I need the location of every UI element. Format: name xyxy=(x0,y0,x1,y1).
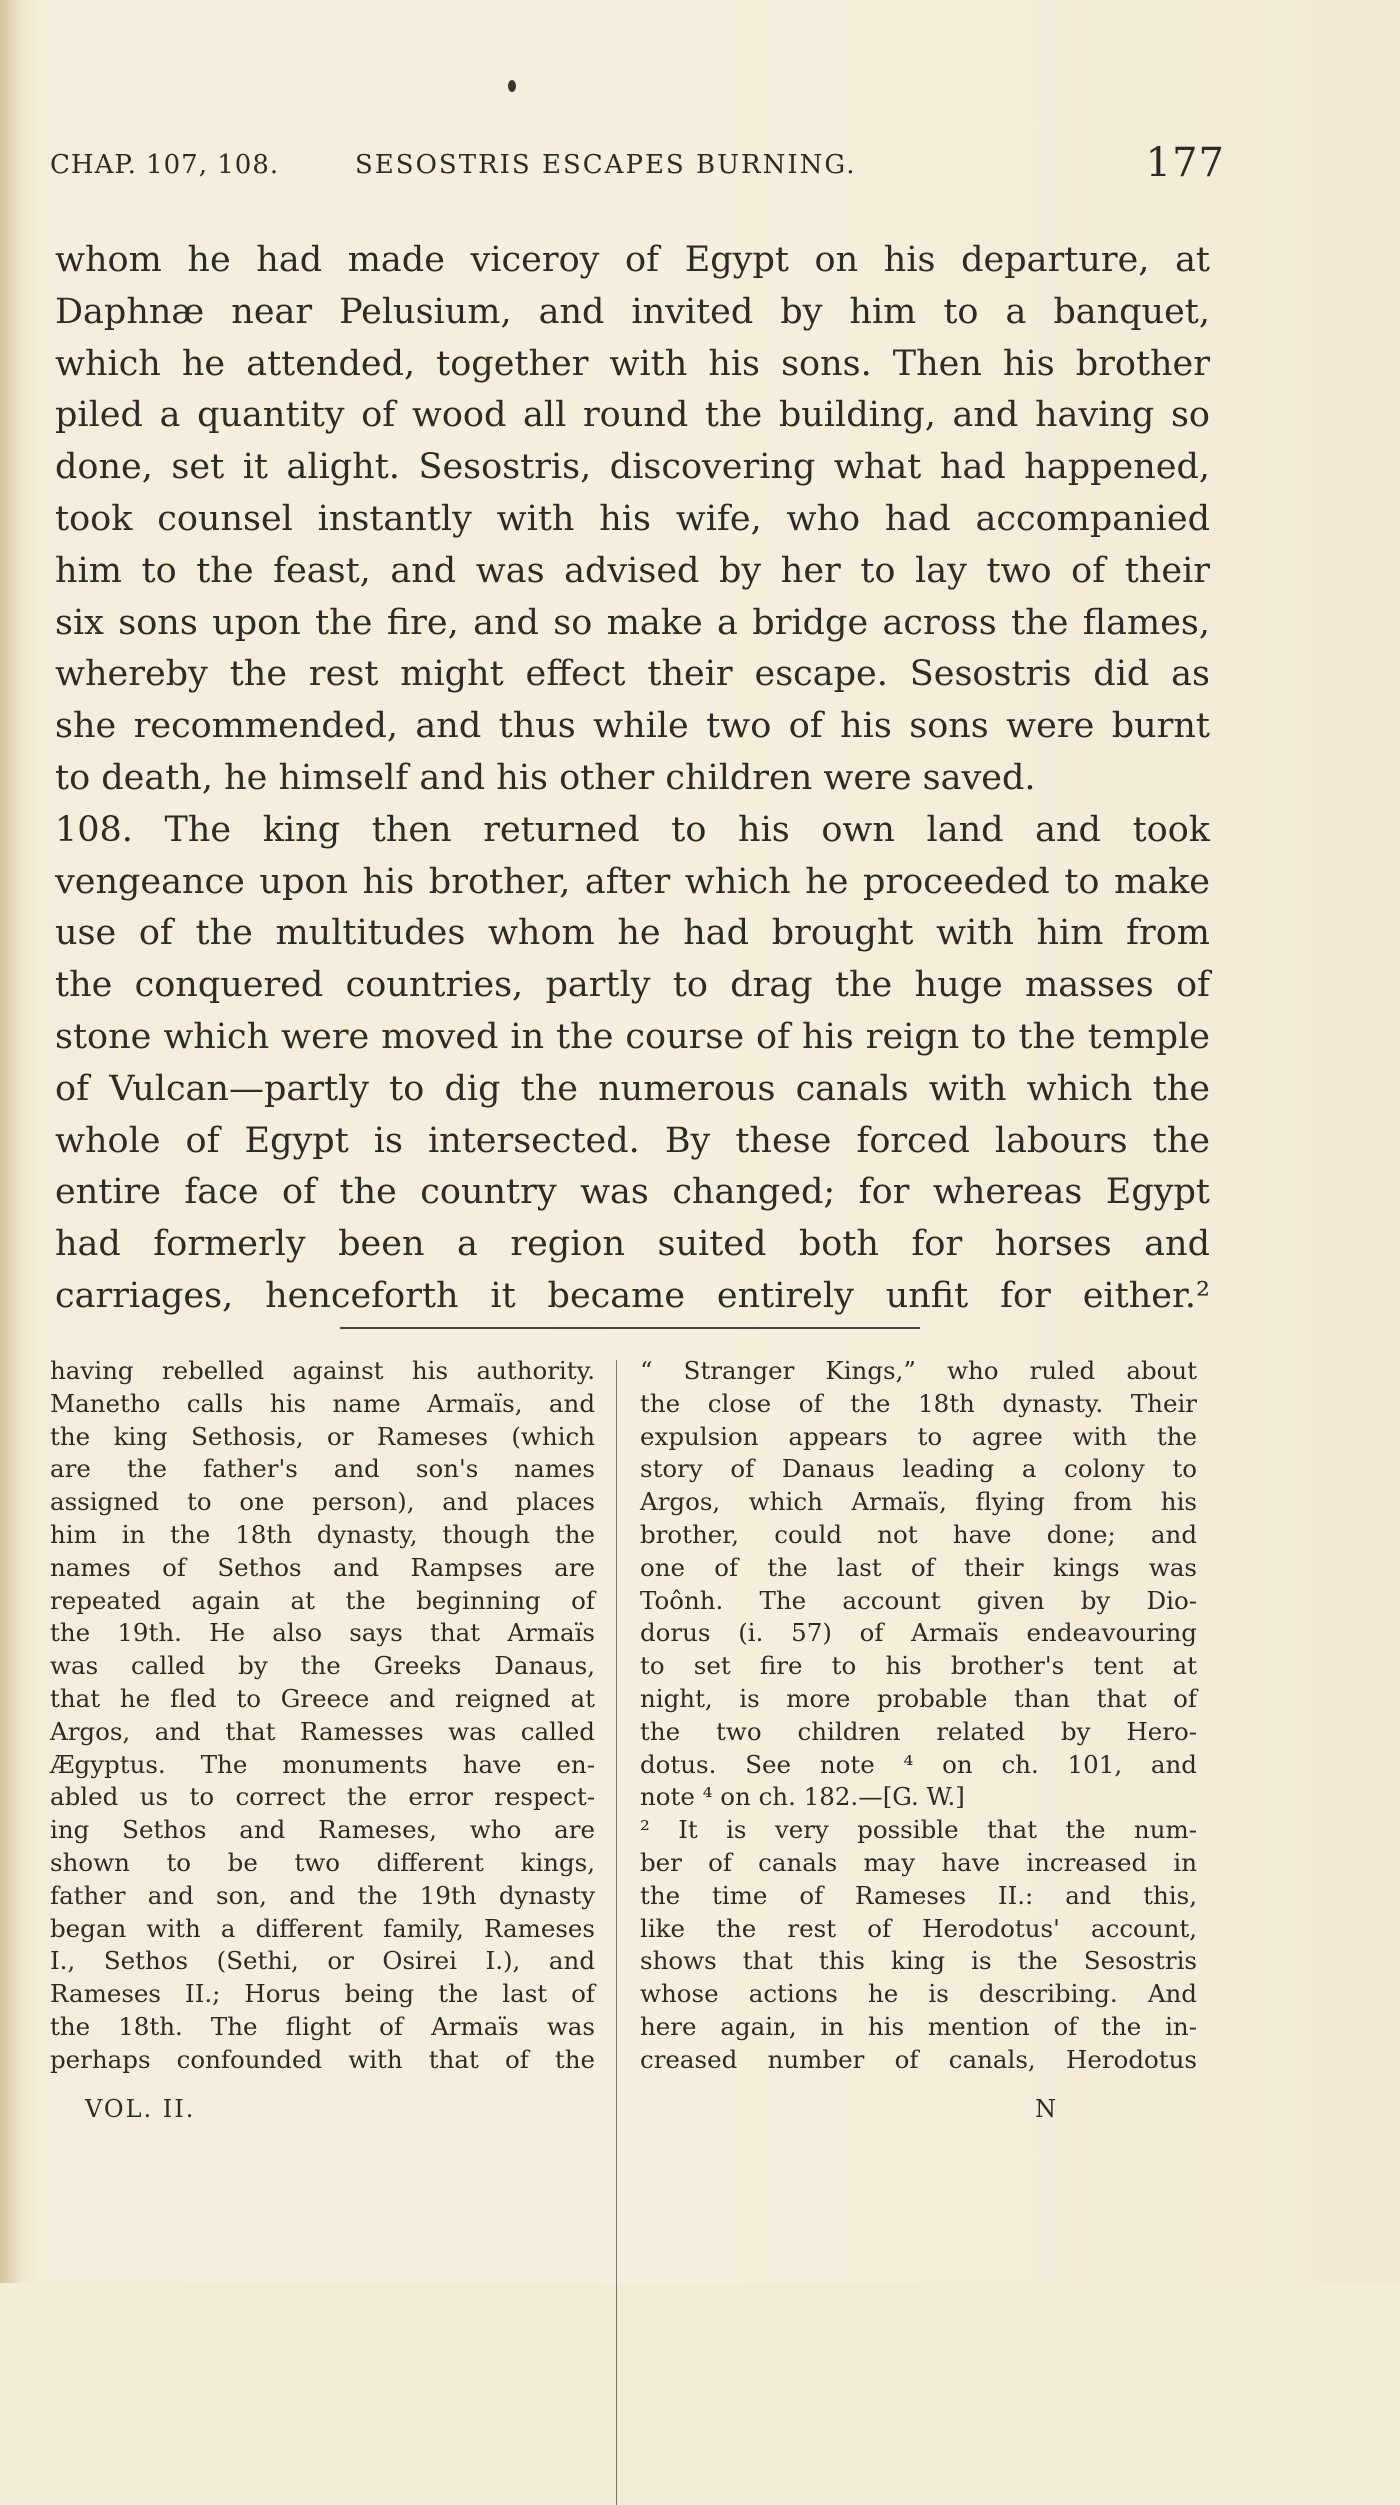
footnote-line: the 18th. The flight of Armaïs was xyxy=(50,2011,595,2041)
running-header xyxy=(50,140,1225,190)
text-line: whole of Egypt is intersected. By these forced labours the xyxy=(55,1120,1210,1161)
text-line: had formerly been a region suited both for horses and xyxy=(55,1224,1210,1265)
text-line: took counsel instantly with his wife, who had accompanied xyxy=(55,498,1210,539)
footnote-line: night, is more probable than that of xyxy=(640,1683,1197,1713)
ink-dot xyxy=(508,80,516,92)
footnote-line: like the rest of Herodotus' account, xyxy=(640,1913,1197,1943)
footnote-line: expulsion appears to agree with the xyxy=(640,1421,1197,1451)
text-line: piled a quantity of wood all round the building, and having so xyxy=(55,395,1210,436)
footnote-rule xyxy=(340,1327,920,1329)
footnote-line: story of Danaus leading a colony to xyxy=(640,1454,1197,1484)
footnote-line: Toônh. The account given by Dio- xyxy=(640,1585,1197,1615)
text-line: of Vulcan—partly to dig the numerous canals with which the xyxy=(55,1068,1210,1109)
footnote-line: whose actions he is describing. And xyxy=(640,1979,1197,2009)
footnote-line: shown to be two different kings, xyxy=(50,1847,595,1877)
footnote-line: dotus. See note ⁴ on ch. 101, and xyxy=(640,1749,1197,1779)
text-line: to death, he himself and his other children were saved. xyxy=(55,757,1036,798)
footnote-line: to set fire to his brother's tent at xyxy=(640,1651,1197,1681)
footnote-line: here again, in his mention of the in- xyxy=(640,2011,1197,2041)
text-line: the conquered countries, partly to drag the huge masses of xyxy=(55,965,1210,1006)
text-line: whom he had made viceroy of Egypt on his departure, at xyxy=(55,240,1210,280)
signature-mark: N xyxy=(1035,2095,1056,2123)
text-line: use of the multitudes whom he had brought with him from xyxy=(55,913,1210,954)
footnote-line: note ⁴ on ch. 182.—[G. W.] xyxy=(640,1782,965,1812)
footnotes-left-column xyxy=(50,1355,595,2077)
text-line: done, set it alight. Sesostris, discovering what had happened, xyxy=(55,447,1210,488)
text-line: 108. The king then returned to his own land and took xyxy=(55,809,1210,850)
main-text xyxy=(55,235,1210,1323)
footnote-line: shows that this king is the Sesostris xyxy=(640,1946,1197,1976)
footnote-line: creased number of canals, Herodotus xyxy=(640,2044,1197,2074)
chapter-label: CHAP. 107, 108. xyxy=(50,150,280,180)
text-line: six sons upon the fire, and so make a bridge across the flames, xyxy=(55,602,1210,643)
text-line: entire face of the country was changed; for whereas Egypt xyxy=(55,1172,1210,1213)
footnote-line: names of Sethos and Rampses are xyxy=(50,1552,595,1582)
footnote-line: that he fled to Greece and reigned at xyxy=(50,1683,595,1713)
footnote-line: Manetho calls his name Armaïs, and xyxy=(50,1388,595,1418)
footnote-line: ing Sethos and Rameses, who are xyxy=(50,1815,595,1845)
footnote-line: dorus (i. 57) of Armaïs endeavouring xyxy=(640,1618,1197,1648)
footnote-line: Argos, which Armaïs, flying from his xyxy=(640,1487,1197,1517)
footnote-line: was called by the Greeks Danaus, xyxy=(50,1651,595,1681)
page-edge-stain xyxy=(0,0,22,2283)
volume-label: VOL. II. xyxy=(85,2095,196,2123)
footnote-line: having rebelled against his authority. xyxy=(50,1356,595,1385)
footnote-line: perhaps confounded with that of the xyxy=(50,2044,595,2074)
footnote-line: Rameses II.; Horus being the last of xyxy=(50,1979,595,2009)
column-divider xyxy=(616,1360,617,2505)
footnote-line: Argos, and that Ramesses was called xyxy=(50,1716,595,1746)
footnotes-right-column xyxy=(640,1355,1197,2077)
text-line: which he attended, together with his sons. Then his brother xyxy=(55,343,1210,384)
footnote-line: began with a different family, Rameses xyxy=(50,1913,595,1943)
footnote-line: one of the last of their kings was xyxy=(640,1552,1197,1582)
text-line: carriages, henceforth it became entirely unfit for either.² xyxy=(55,1275,1210,1316)
footnote-line: assigned to one person), and places xyxy=(50,1487,595,1517)
footnote-line: “ Stranger Kings,” who ruled about xyxy=(640,1356,1197,1385)
footnote-line: ber of canals may have increased in xyxy=(640,1847,1197,1877)
text-line: Daphnæ near Pelusium, and invited by him to a banquet, xyxy=(55,291,1210,332)
text-line: him to the feast, and was advised by her to lay two of their xyxy=(55,550,1210,591)
footnote-line: the 19th. He also says that Armaïs xyxy=(50,1618,595,1648)
text-line: stone which were moved in the course of his reign to the temple xyxy=(55,1016,1210,1057)
footnote-line: repeated again at the beginning of xyxy=(50,1585,595,1615)
text-line: she recommended, and thus while two of his sons were burnt xyxy=(55,706,1210,747)
footnote-line: the king Sethosis, or Rameses (which xyxy=(50,1421,595,1451)
footnote-line: are the father's and son's names xyxy=(50,1454,595,1484)
footnote-line: the close of the 18th dynasty. Their xyxy=(640,1388,1197,1418)
footnote-line: Ægyptus. The monuments have en- xyxy=(50,1749,595,1779)
footnote-line: I., Sethos (Sethi, or Osirei I.), and xyxy=(50,1946,595,1976)
text-line: vengeance upon his brother, after which he proceeded to make xyxy=(55,861,1210,902)
footnote-line: the time of Rameses II.: and this, xyxy=(640,1880,1197,1910)
footnote-line: brother, could not have done; and xyxy=(640,1519,1197,1549)
text-line: whereby the rest might effect their escape. Sesostris did as xyxy=(55,654,1210,695)
footnote-line: abled us to correct the error respect- xyxy=(50,1782,595,1812)
footnote-line: ² It is very possible that the num- xyxy=(640,1815,1197,1845)
page-number: 177 xyxy=(1145,140,1225,186)
page-title: SESOSTRIS ESCAPES BURNING. xyxy=(355,150,857,180)
footnote-line: the two children related by Hero- xyxy=(640,1716,1197,1746)
footnote-line: him in the 18th dynasty, though the xyxy=(50,1519,595,1549)
footnote-line: father and son, and the 19th dynasty xyxy=(50,1880,595,1910)
